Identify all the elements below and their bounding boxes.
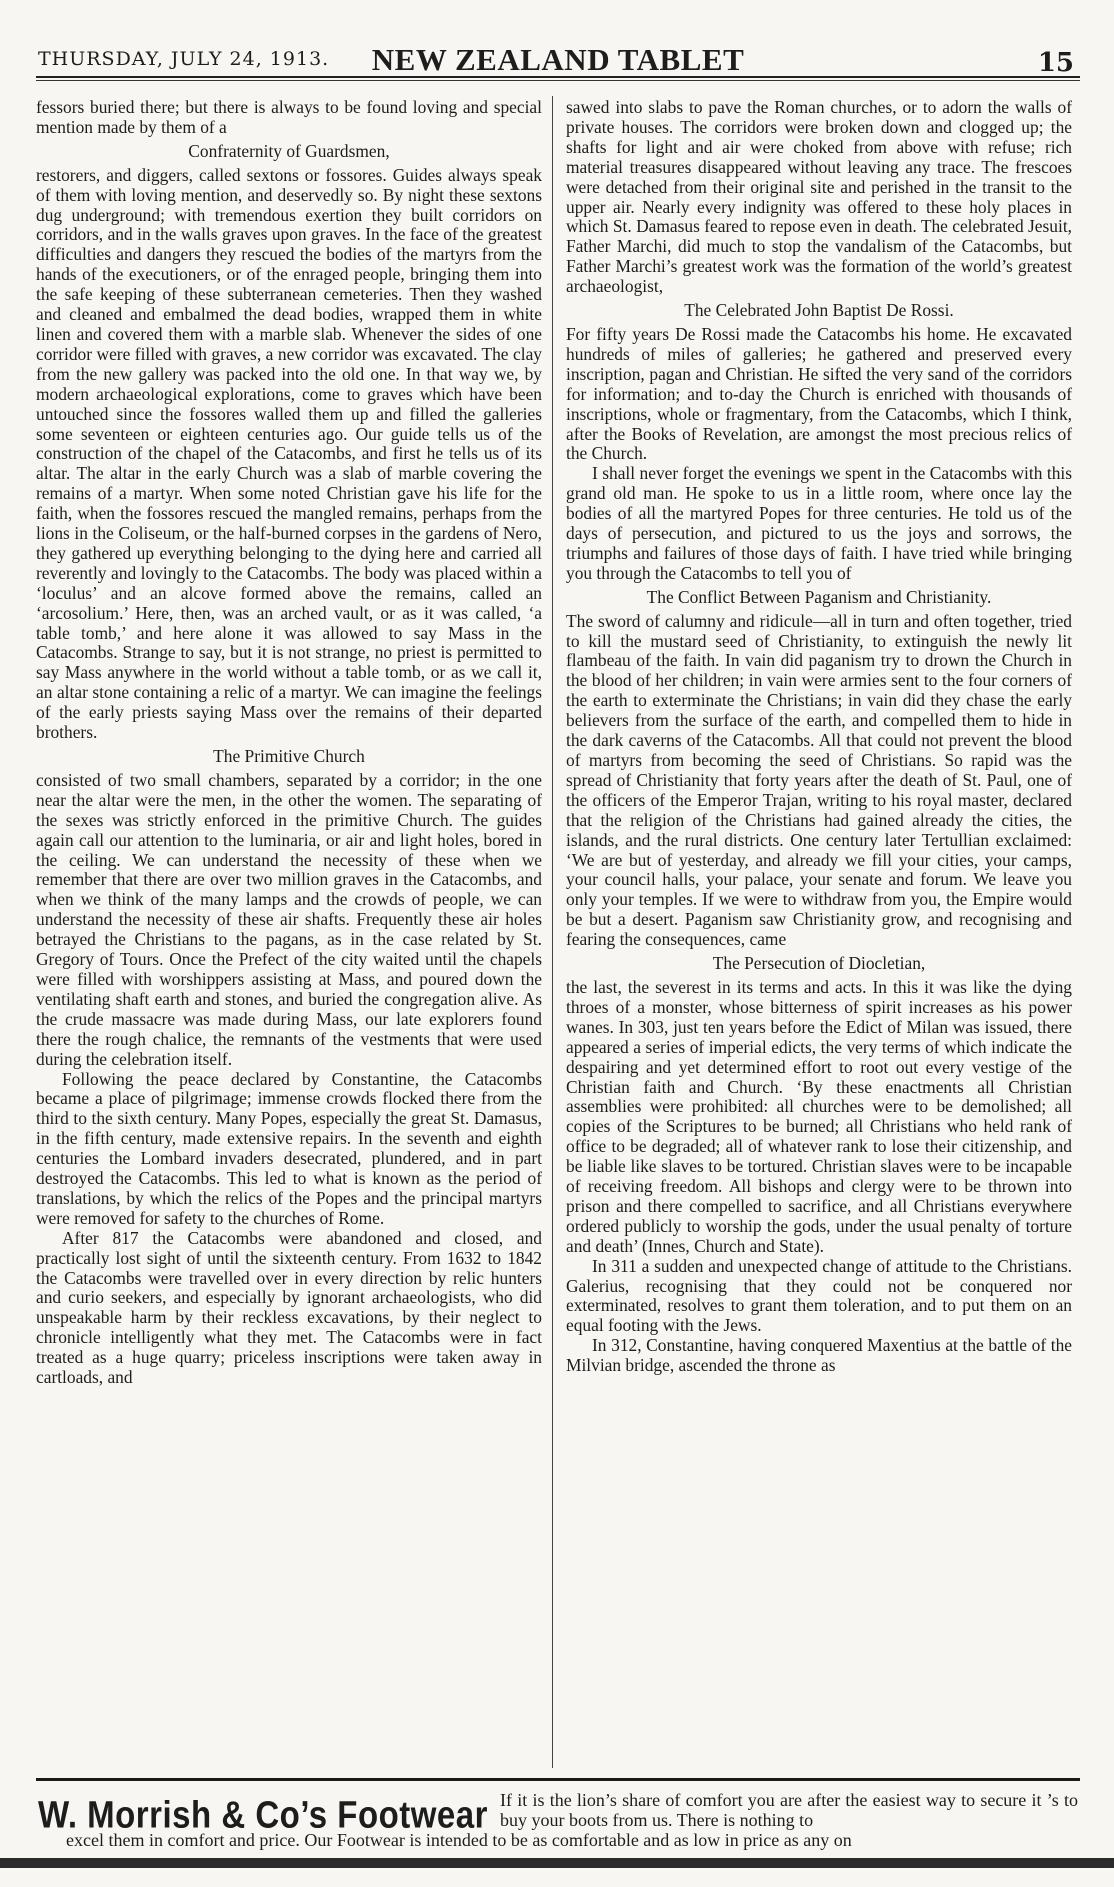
- page-header: [36, 40, 1080, 78]
- issue-date: THURSDAY, JULY 24, 1913.: [38, 48, 330, 70]
- publication-title: NEW ZEALAND TABLET: [371, 42, 745, 77]
- paragraph: In 311 a sudden and unexpected change of attitude to the Christians. Galerius, recognising that they could not be conquered nor exterminated, resolves to grant them toleration, and to put them on an equal footing with the Jews.: [566, 1255, 1072, 1336]
- page-number: 15: [1037, 48, 1074, 78]
- page-bottom-rule: [0, 1858, 1114, 1868]
- subheading: The Persecution of Diocletian,: [712, 953, 926, 974]
- advertisement-text: excel them in comfort and price. Our Footwear is intended to be as comfortable and as low in price as any on: [66, 1830, 852, 1850]
- subheading: Confraternity of Guardsmen,: [188, 140, 390, 161]
- advertisement-text: If it is the lion’s share of comfort you are after the easiest way to secure it ’s to buy your boots from us. There is nothing to: [500, 1790, 1078, 1830]
- paragraph: restorers, and diggers, called sextons or fossores. Guides always speak of them with loving mention, and deservedly so. By night these sextons dug underground; with tremendous exertion they built corridors on corridors, and in the walls graves upon graves. In the face of the greatest difficulties and dangers they rescued the bodies of the martyrs from the hands of the executioners, or of the enraged people, bringing them into the safe keeping of these subterranean cemeteries. Then they washed and cleaned and embalmed the dead bodies, wrapped them in white linen and covered them with a marble slab. Whenever the sides of one corridor were filled with graves, a new corridor was excavated. The clay from the new gallery was packed into the old one. In that way we, by modern archaeological explorations, come to graves which have been untouched since the fossores walled them up and filled the galleries some seventeen or eighteen centuries ago. Our guide tells us of the construction of the chapel of the Catacombs, and first he tells us of its altar. The altar in the early Church was a slab of marble covering the remains of a martyr. When some noted Christian gave his life for the faith, when the fossores rescued the mangled remains, perhaps from the lions in the Coliseum, or the half-burned corpses in the gardens of Nero, they gathered up everything belonging to the dying here and carried all reverently and lovingly to the Catacombs. The body was placed within a ‘loculus’ and an alcove formed above the remains, called an ‘arcosolium.’ Here, then, was an arched vault, or as it was called, ‘a table tomb,’ and here alone it was allowed to say Mass in the Catacombs. Strange to say, but it is not strange, no priest is permitted to say Mass anywhere in the world without a table tomb, or as we call it, an altar stone containing a relic of a martyr. We can imagine the feelings of the early priests saying Mass over the remains of their departed brothers.: [36, 164, 542, 743]
- left-column: [36, 98, 542, 1766]
- subheading: The Primitive Church: [213, 746, 365, 766]
- advertisement-brand: W. Morrish & Co’s Footwear: [38, 1793, 488, 1836]
- subheading: The Celebrated John Baptist De Rossi.: [684, 300, 954, 321]
- paragraph: I shall never forget the evenings we spent in the Catacombs with this grand old man. He spoke to us in a little room, where once lay the bodies of all the martyred Popes for three centuries. He told us of the days of persecution, and pictured to us the joys and sorrows, the triumphs and failures of those days of faith. I have tried while bringing you through the Catacombs to tell you of: [566, 463, 1072, 583]
- paragraph: After 817 the Catacombs were abandoned and closed, and practically lost sight of until the sixteenth century. From 1632 to 1842 the Catacombs were travelled over in every direction by relic hunters and curio seekers, and especially by ignorant archaeologists, who did unspeakable harm by their reckless excavations, by their neglect to chronicle intelligently what they met. The Catacombs were in fact treated as a huge quarry; priceless inscriptions were taken away in cartloads, and: [36, 1227, 542, 1388]
- subheading: The Conflict Between Paganism and Christianity.: [646, 586, 992, 607]
- right-column: [566, 98, 1072, 1766]
- paragraph: the last, the severest in its terms and acts. In this it was like the dying throes of a monster, whose bitterness of spirit increases as his power wanes. In 303, just ten years before the Edict of Milan was issued, there appeared a series of imperial edicts, the very terms of which indicate the despairing and yet determined effort to root out every vestige of the Christian faith and Church. ‘By these enactments all Christian assemblies were prohibited: all churches were to be demolished; all copies of the Scriptures to be burned; all Christians who held rank of office to be degraded; all of whatever rank to lose their citizenship, and be liable like slaves to be tortured. Christian slaves were to be incapable of receiving freedom. All bishops and clergy were to be thrown into prison and there compelled to sacrifice, and all Christians everywhere ordered publicly to worship the gods, under the usual penalty of torture and death’ (Innes, Church and State).: [566, 976, 1072, 1256]
- paragraph: sawed into slabs to pave the Roman churches, or to adorn the walls of private houses. The corridors were broken down and clogged up; the shafts for light and air were choked from above with refuse; rich material treasures disappeared without leaving any trace. The frescoes were detached from their original site and perished in the transit to the upper air. Nearly every indignity was offered to these holy places in which St. Damasus feared to repose even in death. The celebrated Jesuit, Father Marchi, did much to stop the vandalism of the Catacombs, but Father Marchi’s greatest work was the formation of the world’s greatest archaeologist,: [566, 98, 1072, 297]
- paragraph: For fifty years De Rossi made the Catacombs his home. He excavated hundreds of miles of galleries; he gathered and preserved every inscription, pagan and Christian. He sifted the very sand of the corridors for information; and to-day the Church is enriched with thousands of inscriptions, whole or fragmentary, from the Catacombs, which I think, after the Books of Revelation, are amongst the most precious relics of the Church.: [566, 323, 1072, 464]
- paragraph: Following the peace declared by Constantine, the Catacombs became a place of pilgrimage; immense crowds flocked there from the third to the sixth century. Many Popes, especially the great St. Damasus, in the fifth century, made extensive repairs. In the seventh and eighth centuries the Lombard invaders desecrated, plundered, and in part destroyed the Catacombs. This led to what is known as the period of translations, by which the relics of the Popes and the principal martyrs were removed for safety to the churches of Rome.: [36, 1068, 542, 1228]
- advertisement-divider: [36, 1778, 1080, 1781]
- paragraph: fessors buried there; but there is always to be found loving and special mention made by them of a: [36, 98, 542, 137]
- paragraph: The sword of calumny and ridicule—all in turn and often together, tried to kill the mustard seed of Christianity, to extinguish the newly lit flambeau of the faith. In vain did paganism try to drown the Church in the blood of her children; in vain were armies sent to the four corners of the earth to exterminate the Christians; in vain did they chase the early believers from the surface of the earth, and compelled them to hide in the dark caverns of the Catacombs. All that could not prevent the blood of martyrs from becoming the seed of Christians. So rapid was the spread of Christianity that forty years after the death of St. Paul, one of the officers of the Emperor Trajan, writing to his royal master, declared that the religion of the Christians had gained already the cities, the islands, and the rural districts. One century later Tertullian exclaimed: ‘We are but of yesterday, and already we fill your cities, your camps, your council halls, your palace, your senate and forum. We leave you only your temples. If we were to withdraw from you, the Empire would be but a desert. Paganism saw Christianity grow, and recognising and fearing the consequences, came: [566, 610, 1072, 950]
- column-divider: [552, 96, 553, 1768]
- paragraph: consisted of two small chambers, separated by a corridor; in the one near the altar were the men, in the other the women. The separating of the sexes was strictly enforced in the primitive Church. The guides again call our attention to the luminaria, or air and light holes, bored in the ceiling. We can understand the necessity of these when we remember that there are over two million graves in the Catacombs, and when we think of the many lamps and the crowds of people, we can understand the necessity of these air shafts. Frequently these air holes betrayed the Christians to the pagans, as in the case related by St. Gregory of Tours. Once the Prefect of the city waited until the chapels were filled with worshippers assisting at Mass, and poured down the ventilating shaft earth and stones, and buried the congregation alive. As the crude massacre was made during Mass, our late explorers found there the rough chalice, the remnants of the vestments that were used during the celebration itself.: [36, 769, 542, 1069]
- paragraph: In 312, Constantine, having conquered Maxentius at the battle of the Milvian bridge, ascended the throne as: [566, 1335, 1072, 1376]
- header-divider: [36, 80, 1080, 81]
